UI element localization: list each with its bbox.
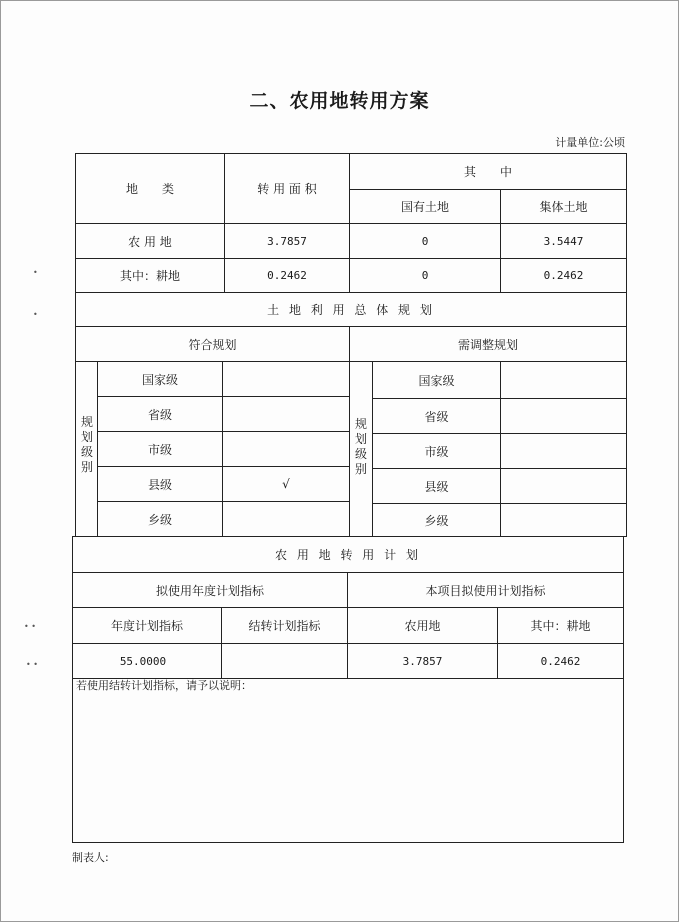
land-type-header: 地 类 (125, 182, 174, 196)
conform-mark-county: √ (282, 477, 290, 491)
conform-level-provincial: 省级 (147, 407, 172, 422)
intended-indicator-header: 拟使用年度计划指标 (155, 583, 264, 598)
scan-speck: • • (26, 660, 38, 669)
rule (626, 292, 627, 537)
conform-level-national: 国家级 (141, 372, 178, 387)
conform-level-county: 县级 (147, 477, 172, 492)
farmland-state: 0 (421, 234, 429, 248)
farmland-collective: 3.5447 (543, 234, 584, 248)
adjust-header: 需调整规划 (457, 337, 518, 352)
plan-title: 农 用 地 转 用 计 划 (275, 548, 421, 562)
prepared-by-label: 制表人: (72, 851, 109, 864)
collective-land-header: 集体土地 (539, 200, 588, 214)
cultivated-state: 0 (421, 269, 429, 282)
farmland-header: 农用地 (404, 619, 441, 633)
cultivated-area: 0.2462 (267, 269, 307, 282)
adjust-mark-county (501, 469, 626, 503)
farmland-indicator-value: 3.7857 (402, 654, 443, 668)
rule (623, 536, 624, 843)
farmland-area: 3.7857 (267, 234, 307, 248)
conform-mark-provincial (223, 397, 349, 431)
converted-area-header: 转 用 面 积 (257, 182, 317, 196)
adjust-level-township: 乡级 (424, 513, 449, 528)
carryover-indicator-header: 结转计划指标 (248, 619, 321, 633)
of-which-header: 其 中 (463, 165, 512, 179)
unit-label: 计量单位:公顷 (555, 136, 625, 149)
carryover-indicator-value (222, 644, 347, 678)
adjust-mark-provincial (501, 399, 626, 433)
cultivated-collective: 0.2462 (543, 269, 584, 282)
cultivated-header: 其中：耕地 (530, 619, 591, 633)
conform-mark-municipal (223, 432, 349, 466)
scan-speck: • (33, 310, 38, 319)
page-title: 二、农用地转用方案 (249, 90, 430, 112)
conform-level-township: 乡级 (147, 512, 172, 527)
rule (626, 153, 627, 293)
adjust-mark-township (501, 504, 626, 536)
rule (72, 842, 624, 843)
planning-title: 土 地 利 用 总 体 规 划 (267, 303, 435, 317)
adjust-mark-national (501, 362, 626, 398)
state-land-header: 国有土地 (400, 200, 449, 214)
annual-indicator-value: 55.0000 (119, 654, 167, 668)
cultivated-indicator-value: 0.2462 (540, 654, 581, 668)
conform-header: 符合规划 (188, 337, 237, 352)
row-label-cultivated: 其中：耕地 (119, 269, 180, 283)
scan-speck: • (33, 268, 38, 277)
conform-level-label: 规划级别 (80, 415, 93, 474)
row-label-farmland: 农 用 地 (128, 234, 172, 249)
adjust-level-national: 国家级 (418, 373, 455, 388)
adjust-level-county: 县级 (424, 479, 449, 494)
adjust-mark-municipal (501, 434, 626, 468)
adjust-level-label: 规划级别 (354, 417, 367, 476)
project-indicator-header: 本项目拟使用计划指标 (425, 583, 546, 598)
conform-level-municipal: 市级 (147, 442, 172, 457)
conform-mark-township (223, 502, 349, 536)
annual-indicator-header: 年度计划指标 (110, 619, 183, 633)
conform-mark-national (223, 362, 349, 396)
adjust-level-provincial: 省级 (424, 409, 449, 424)
scan-speck: • • (24, 622, 36, 631)
carryover-note-label: 若使用结转计划指标，请予以说明： (76, 679, 252, 692)
adjust-level-municipal: 市级 (424, 444, 449, 459)
